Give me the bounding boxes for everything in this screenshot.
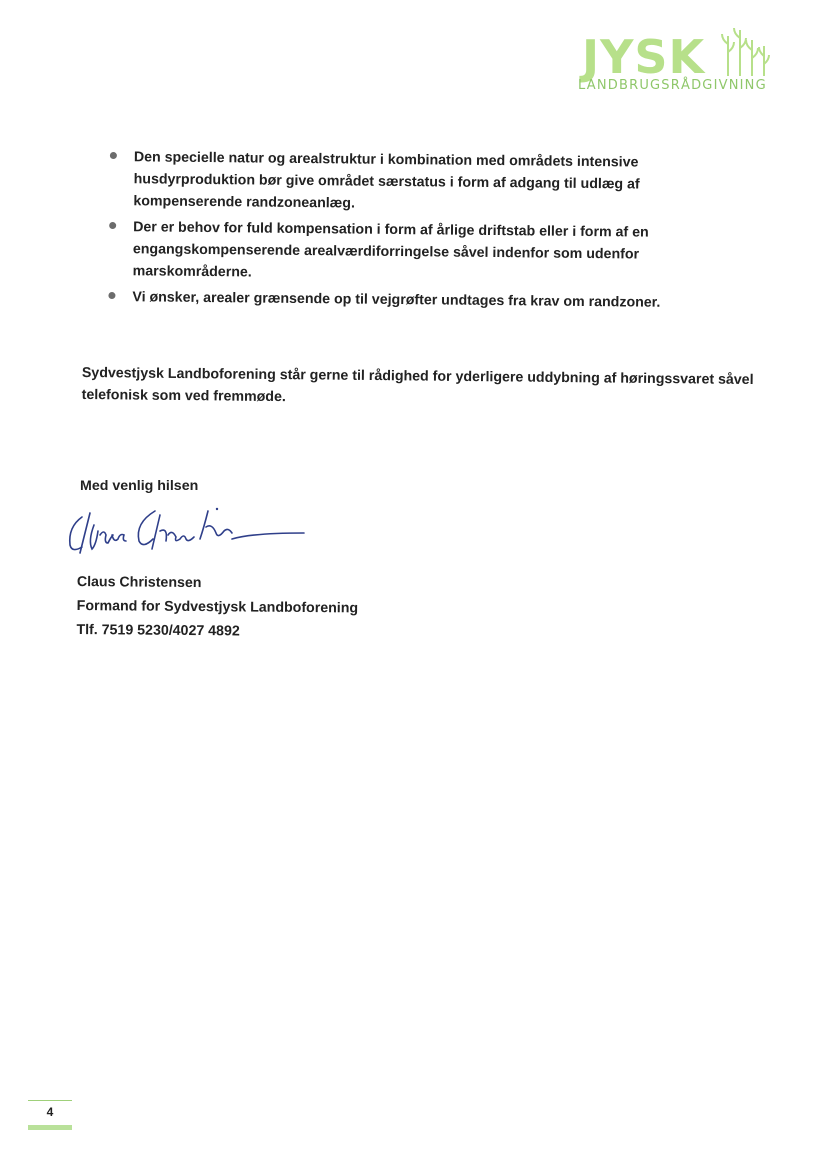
- closing-greeting: Med venlig hilsen: [80, 478, 199, 494]
- bullet-icon: [108, 292, 115, 299]
- page-number-block: [28, 1100, 72, 1130]
- plant-sprouts-icon: [720, 22, 770, 76]
- body-paragraph: Sydvestjysk Landboforening står gerne til rådighed for yderligere uddybning af høringssvaret såvel telefonisk som ved fremmøde.: [81, 364, 754, 406]
- jysk-logo: [570, 20, 770, 100]
- handwritten-signature: [60, 505, 320, 565]
- signer-title: Formand for Sydvestjysk Landboforening: [76, 597, 359, 617]
- list-item: [108, 286, 688, 314]
- page-number: 4: [46, 1105, 54, 1119]
- list-item-text: Den specielle natur og arealstruktur i kombination med områdets intensive husdyrproduktion bør give området særstatus i form af adgang til udlæg af kompenserende randzoneanlæg.: [133, 149, 640, 212]
- bullet-list: [108, 146, 690, 318]
- bullet-icon: [110, 152, 117, 159]
- list-item-text: Der er behov for fuld kompensation i form af årlige driftstab eller i form af en engangskompenserende arealværdiforringelse såvel indenfor som udenfor marskområderne.: [132, 219, 649, 281]
- bullet-icon: [109, 222, 116, 229]
- list-item: [109, 146, 690, 218]
- signer-block: [76, 570, 358, 644]
- signer-name: Claus Christensen: [76, 573, 202, 592]
- list-item: [109, 216, 690, 288]
- logo-wordmark: JYSK: [582, 30, 706, 84]
- footer-bar: [28, 1125, 72, 1130]
- signer-phone: Tlf. 7519 5230/4027 4892: [76, 621, 240, 640]
- list-item-text: Vi ønsker, arealer grænsende op til vejgrøfter undtages fra krav om randzoner.: [132, 289, 661, 311]
- divider: [28, 1100, 72, 1101]
- logo-subtitle: LANDBRUGSRÅDGIVNING: [578, 78, 767, 93]
